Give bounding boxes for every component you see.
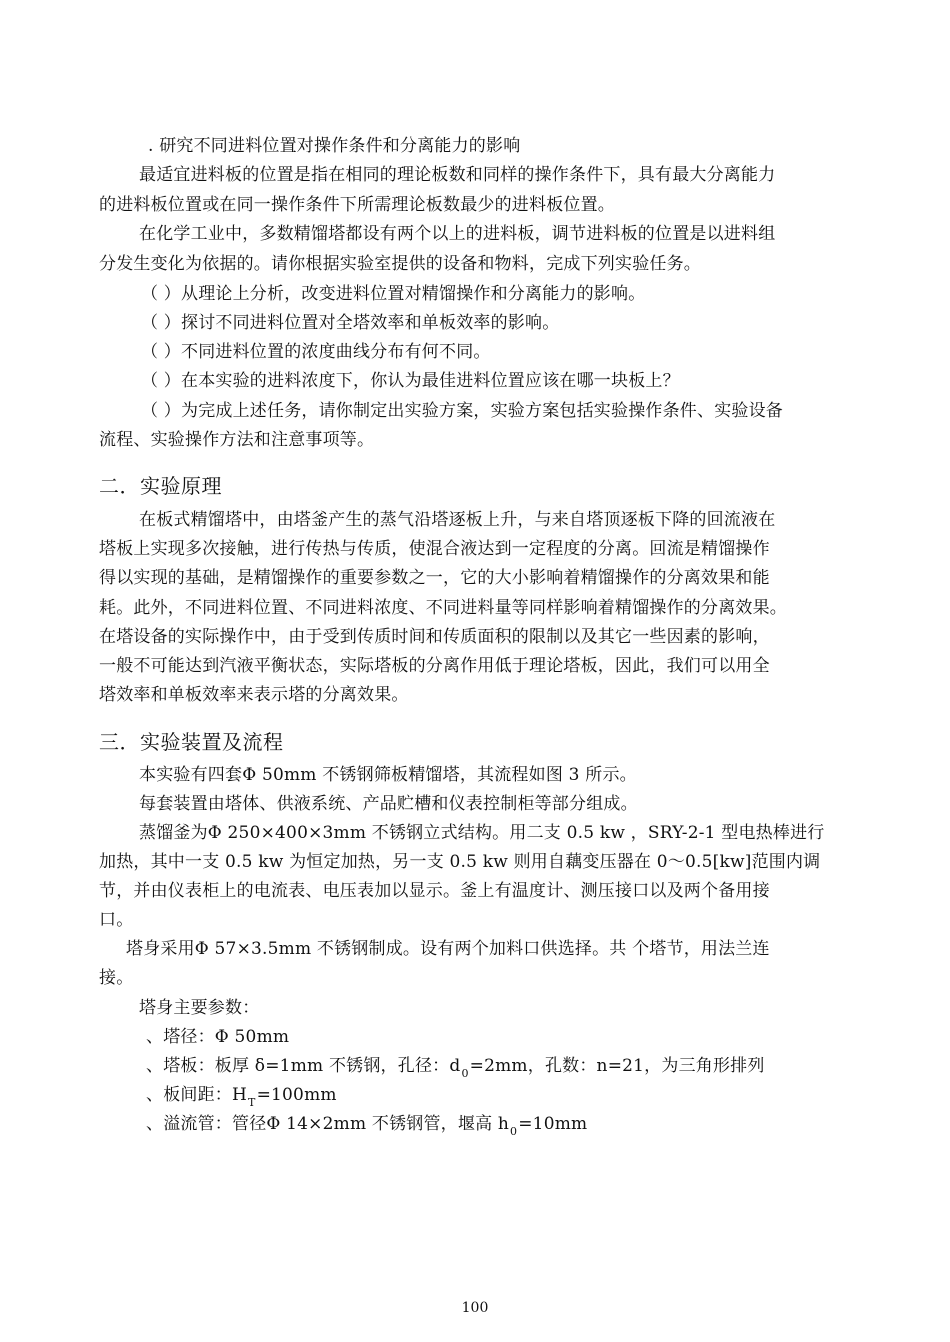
paragraph-line: 本实验有四套Φ 50mm 不锈钢筛板精馏塔，其流程如图 3 所示。 <box>139 765 637 785</box>
parameter-text: =100mm <box>256 1085 337 1105</box>
paragraph-line: 口。 <box>99 910 134 930</box>
task-item: （ ）不同进料位置的浓度曲线分布有何不同。 <box>141 342 491 362</box>
parameter-text: 、板间距：H <box>146 1085 248 1105</box>
subscript: T <box>248 1096 256 1109</box>
parameter-item-plate <box>146 1056 950 1078</box>
task-item: （ ）为完成上述任务，请你制定出实验方案，实验方案包括实验操作条件、实验设备 <box>141 401 784 421</box>
section-item-feed-position: . 研究不同进料位置对操作条件和分离能力的影响 <box>148 136 521 156</box>
subscript: 0 <box>510 1125 518 1138</box>
paragraph-line: 一般不可能达到汽液平衡状态，实际塔板的分离作用低于理论塔板，因此，我们可以用全 <box>99 656 770 676</box>
subscript: 0 <box>461 1067 469 1080</box>
parameter-text: 、塔板：板厚 δ=1mm 不锈钢，孔径：d <box>146 1056 461 1076</box>
paragraph-line: 节，并由仪表柜上的电流表、电压表加以显示。釜上有温度计、测压接口以及两个备用接 <box>99 881 770 901</box>
task-item: （ ）从理论上分析，改变进料位置对精馏操作和分离能力的影响。 <box>141 284 646 304</box>
section-heading-principle: 二．实验原理 <box>99 474 222 498</box>
paragraph-line: 在板式精馏塔中，由塔釜产生的蒸气沿塔逐板上升，与来自塔顶逐板下降的回流液在 <box>139 510 776 530</box>
paragraph-line: 的进料板位置或在同一操作条件下所需理论板数最少的进料板位置。 <box>99 195 615 215</box>
paragraph-line: 流程、实验操作方法和注意事项等。 <box>99 430 375 450</box>
paragraph-line: 加热，其中一支 0.5 kw 为恒定加热，另一支 0.5 kw 则用自藕变压器在 0～0.5[kw]范围内调 <box>99 852 821 872</box>
paragraph-line: 接。 <box>99 968 134 988</box>
paragraph-line: 塔板上实现多次接触，进行传热与传质，使混合液达到一定程度的分离。回流是精馏操作 <box>99 539 770 559</box>
parameter-item-diameter: 、塔径：Φ 50mm <box>146 1027 290 1047</box>
parameter-text: =10mm <box>518 1114 588 1134</box>
paragraph-line: 每套装置由塔体、供液系统、产品贮槽和仪表控制柜等部分组成。 <box>139 794 638 814</box>
paragraph-line: 塔身采用Φ 57×3.5mm 不锈钢制成。设有两个加料口供选择。共 个塔节，用法兰连 <box>126 939 770 959</box>
section-heading-apparatus: 三．实验装置及流程 <box>99 730 284 754</box>
page-number: 100 <box>461 1300 489 1316</box>
paragraph-line: 在塔设备的实际操作中，由于受到传质时间和传质面积的限制以及其它一些因素的影响， <box>99 627 770 647</box>
parameters-heading: 塔身主要参数： <box>139 998 260 1018</box>
paragraph-line: 分发生变化为依据的。请你根据实验室提供的设备和物料，完成下列实验任务。 <box>99 254 701 274</box>
task-item: （ ）探讨不同进料位置对全塔效率和单板效率的影响。 <box>141 313 560 333</box>
paragraph-line: 蒸馏釜为Φ 250×400×3mm 不锈钢立式结构。用二支 0.5 kw ，SRY-2-1 型电热棒进行 <box>139 823 825 843</box>
paragraph-line: 塔效率和单板效率来表示塔的分离效果。 <box>99 685 409 705</box>
paragraph-line: 在化学工业中，多数精馏塔都设有两个以上的进料板，调节进料板的位置是以进料组 <box>139 224 776 244</box>
paragraph-line: 得以实现的基础，是精馏操作的重要参数之一，它的大小影响着精馏操作的分离效果和能 <box>99 568 770 588</box>
paragraph-line: 耗。此外，不同进料位置、不同进料浓度、不同进料量等同样影响着精馏操作的分离效果。 <box>99 598 787 618</box>
parameter-item-downcomer <box>146 1114 950 1136</box>
parameter-text: 、溢流管：管径Φ 14×2mm 不锈钢管，堰高 h <box>146 1114 510 1134</box>
parameter-text: =2mm，孔数：n=21，为三角形排列 <box>469 1056 765 1076</box>
parameter-item-plate-spacing <box>146 1085 950 1107</box>
task-item: （ ）在本实验的进料浓度下，你认为最佳进料位置应该在哪一块板上？ <box>141 371 680 391</box>
paragraph-line: 最适宜进料板的位置是指在相同的理论板数和同样的操作条件下，具有最大分离能力 <box>139 165 776 185</box>
